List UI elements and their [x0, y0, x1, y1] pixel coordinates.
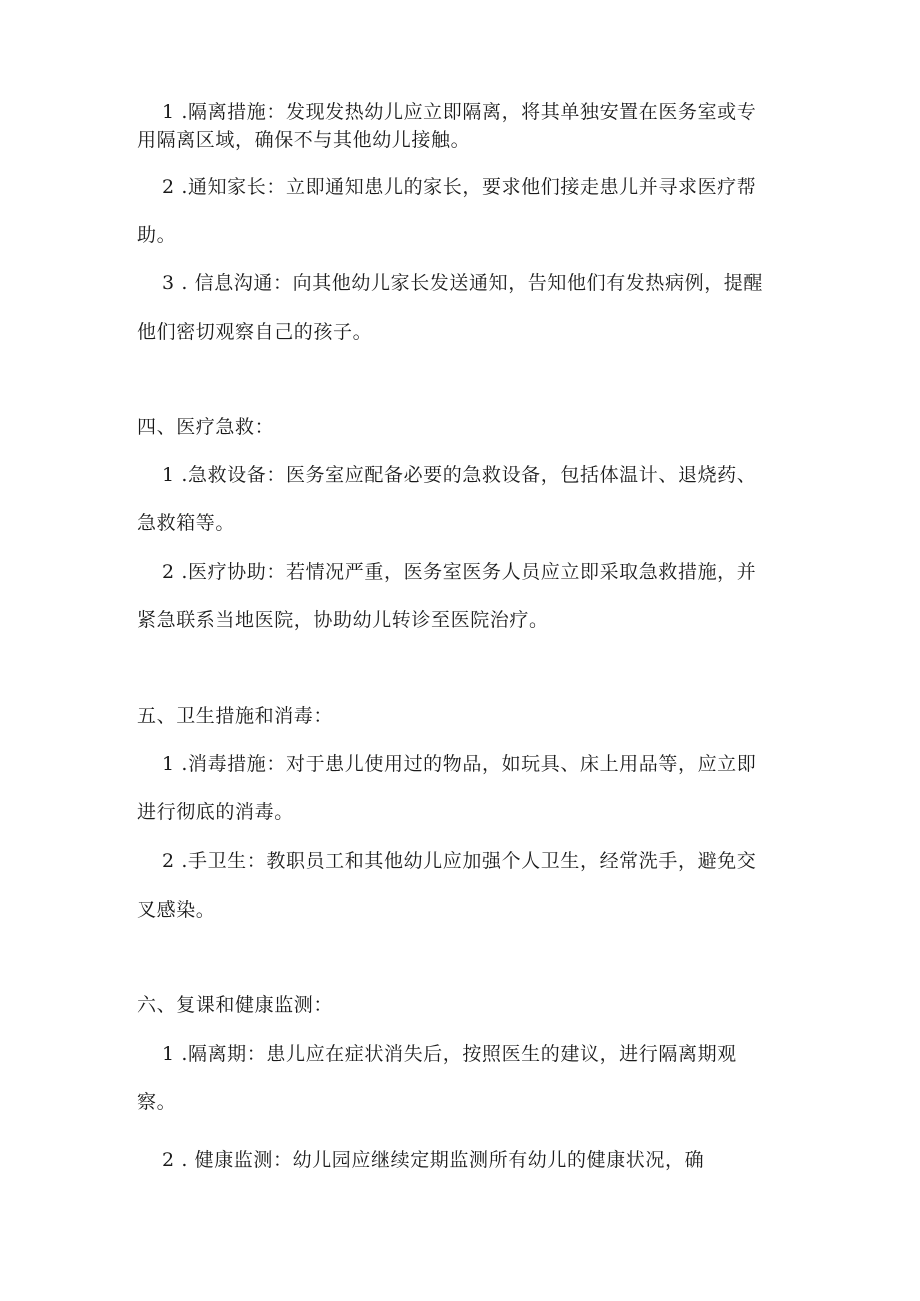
item-communication-line-1: 3 . 信息沟通：向其他幼儿家长发送通知，告知他们有发热病例，提醒 — [162, 272, 764, 294]
item-isolation-line-2: 用隔离区域，确保不与其他幼儿接触。 — [137, 129, 471, 151]
item-notify-parents-line-1: 2 .通知家长：立即通知患儿的家长，要求他们接走患儿并寻求医疗帮 — [162, 176, 757, 198]
item-hand-hygiene-line-1: 2 .手卫生：教职员工和其他幼儿应加强个人卫生，经常洗手，避免交 — [162, 850, 757, 872]
item-disinfection-line-2: 进行彻底的消毒。 — [137, 801, 294, 823]
item-notify-parents-line-2: 助。 — [137, 224, 177, 246]
item-isolation-line-1: 1 .隔离措施：发现发热幼儿应立即隔离，将其单独安置在医务室或专 — [162, 101, 757, 123]
item-communication-line-2: 他们密切观察自己的孩子。 — [137, 321, 373, 343]
section-heading-medical-aid: 四、医疗急救： — [137, 416, 275, 438]
item-health-monitoring-line-1: 2 . 健康监测：幼儿园应继续定期监测所有幼儿的健康状况，确 — [162, 1149, 705, 1171]
item-first-aid-equipment-line-2: 急救箱等。 — [137, 512, 236, 534]
item-disinfection-line-1: 1 .消毒措施：对于患儿使用过的物品，如玩具、床上用品等，应立即 — [162, 753, 757, 775]
item-medical-assistance-line-1: 2 .医疗协助：若情况严重，医务室医务人员应立即采取急救措施，并 — [162, 561, 757, 583]
item-first-aid-equipment-line-1: 1 .急救设备：医务室应配备必要的急救设备，包括体温计、退烧药、 — [162, 464, 757, 486]
item-medical-assistance-line-2: 紧急联系当地医院，协助幼儿转诊至医院治疗。 — [137, 609, 549, 631]
item-hand-hygiene-line-2: 叉感染。 — [137, 899, 216, 921]
section-heading-hygiene: 五、卫生措施和消毒： — [137, 705, 334, 727]
item-isolation-period-line-1: 1 .隔离期：患儿应在症状消失后，按照医生的建议，进行隔离期观 — [162, 1043, 737, 1065]
section-heading-resumption: 六、复课和健康监测： — [137, 994, 334, 1016]
item-isolation-period-line-2: 察。 — [137, 1091, 177, 1113]
